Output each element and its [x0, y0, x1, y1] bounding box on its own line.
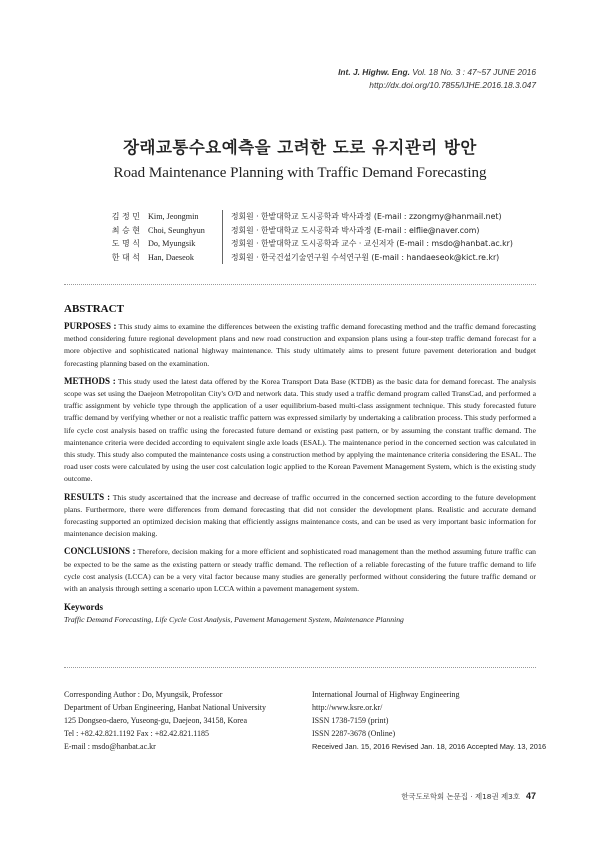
author-affiliation: 정회원 · 한밭대학교 도시공학과 박사과정 (E-mail : elflie@naver.com): [231, 225, 480, 235]
conclusions-label: CONCLUSIONS :: [64, 546, 136, 557]
author-name-ko: 김 정 민: [111, 212, 140, 221]
journal-volume: Vol. 18 No. 3 : 47~57 JUNE 2016: [412, 67, 536, 77]
purposes-paragraph: [64, 320, 536, 370]
corresponding-address: 125 Dongseo-daero, Yuseong-gu, Daejeon, 34158, Korea: [64, 716, 247, 725]
title-english: Road Maintenance Planning with Traffic Demand Forecasting: [113, 165, 487, 181]
author-row: [78, 237, 548, 251]
methods-label: METHODS :: [64, 375, 116, 386]
footer-journal: 한국도로학회 논문집 · 제18권 제3호: [401, 792, 520, 801]
corresponding-department: Department of Urban Engineering, Hanbat National University: [64, 703, 266, 712]
methods-text: This study used the latest data offered by the Korea Transport Data Base (KTDB) as the basic data for demand forecast. The analysis scope was set using the Daejeon Metropolitan City's O/D and network data. This study used a traffic demand program called TransCad, and performed a traffic assignment by vehicle type through the application of a user equilibrium-based multi-class assignment technique. This study forecasted future traffic demand by verifying whether or not a realistic traffic pattern was expressed similarly by undertaking a calibration process. This study performed a life cycle cost analysis based on traffic using the forecasted future demand or existing past pattern, or by assuming the constant traffic demand. The maintenance criteria were decided according to equivalent single axle loads (ESAL). The maintenance period in the concerned section was calculated in this study. This study also computed the maintenance costs using a construction method by applying the maintenance criteria considering the ESAL. The road user costs were calculated by using the user cost calculation logic applied to the Korean Pavement Management System, which is the existing study outcome.: [64, 376, 536, 484]
author-name-en: Choi, Seunghyun: [148, 225, 205, 235]
keywords-text: Traffic Demand Forecasting, Life Cycle Cost Analysis, Pavement Management System, Maintenance Planning: [64, 615, 404, 625]
author-affiliation: 정회원 · 한밭대학교 도시공학과 교수 · 교신저자 (E-mail : msdo@hanbat.ac.kr): [231, 239, 513, 248]
divider-top: [64, 284, 536, 285]
issn-print: ISSN 1738-7159 (print): [312, 716, 389, 725]
purposes-text: This study aims to examine the differences between the existing traffic demand forecasting method and the traffic demand forecasting method considering future regional development plans and new road construction and expansion plans using a four-step traffic demand forecast for a more objective and sophisticated national highway maintenance. This study ultimately aims to present future pavement deterioration and budget forecasting planning based on the examination.: [64, 322, 536, 368]
author-row: [78, 224, 548, 238]
author-row: [78, 210, 548, 224]
doi-link[interactable]: http://dx.doi.org/10.7855/IJHE.2016.18.3.047: [369, 80, 536, 90]
author-divider: [222, 237, 223, 251]
author-divider: [222, 251, 223, 265]
author-name-en: Han, Daeseok: [148, 252, 194, 262]
page-number: 47: [525, 791, 536, 801]
title-korean: 장래교통수요예측을 고려한 도로 유지관리 방안: [123, 138, 477, 157]
abstract-section: [64, 303, 536, 624]
page-footer: [401, 791, 536, 802]
journal-abbrev: Int. J. Highw. Eng.: [338, 67, 410, 77]
results-label: RESULTS :: [64, 491, 111, 502]
journal-name: International Journal of Highway Engineering: [312, 690, 460, 699]
conclusions-text: Therefore, decision making for a more efficient and sophisticated road management than the method assuming future traffic can be expected to be the same as the existing pattern or steady traffic demand. The reflection of a reliable forecasting of the future traffic demand to life cycle cost analysis (LCCA) can be a very vital factor because many studies are generally performed without considering the future traffic demand or with an analysis through setting a scenario upon LCCA within a pavement management system.: [64, 547, 536, 594]
purposes-label: PURPOSES :: [64, 321, 117, 331]
methods-paragraph: [64, 375, 536, 486]
author-affiliation: 정회원 · 한국건설기술연구원 수석연구원 (E-mail : handaeseok@kict.re.kr): [231, 252, 500, 262]
author-list: [78, 210, 548, 264]
journal-info-block: [312, 688, 547, 753]
journal-url[interactable]: http://www.ksre.or.kr/: [312, 703, 383, 712]
corresponding-author-block: [64, 688, 294, 753]
results-paragraph: [64, 491, 536, 541]
author-row: [78, 251, 548, 265]
journal-citation: [338, 66, 536, 79]
issn-online: ISSN 2287-3678 (Online): [312, 729, 396, 738]
conclusions-paragraph: [64, 545, 536, 595]
author-name-en: Do, Myungsik: [148, 239, 196, 248]
author-name-en: Kim, Jeongmin: [148, 212, 199, 221]
author-divider: [222, 224, 223, 238]
received-dates: Received Jan. 15, 2016 Revised Jan. 18, 2016 Accepted May. 13, 2016: [312, 742, 547, 751]
journal-header: [338, 66, 536, 92]
author-name-ko: 한 대 석: [111, 252, 140, 262]
keywords-heading: Keywords: [64, 602, 103, 613]
abstract-heading: ABSTRACT: [64, 303, 124, 315]
author-name-ko: 최 승 현: [111, 225, 140, 235]
corresponding-author: Corresponding Author : Do, Myungsik, Professor: [64, 690, 223, 699]
corresponding-phone: Tel : +82.42.821.1192 Fax : +82.42.821.1185: [64, 729, 209, 738]
author-name-ko: 도 명 식: [111, 239, 140, 248]
author-affiliation: 정회원 · 한밭대학교 도시공학과 박사과정 (E-mail : zzongmy@hanmail.net): [231, 212, 502, 221]
results-text: This study ascertained that the increase and decrease of traffic occurred in the concerned section according to the future development plans. Furthermore, there were differences from demand forecasting that did not consider the development plans. Realistic and accurate demand forecasting supported an optimized decision making that efficiently assigns maintenance costs, and can be used as very important basic information for maintenance decision making.: [64, 492, 536, 539]
corresponding-email: E-mail : msdo@hanbat.ac.kr: [64, 742, 156, 751]
author-divider: [222, 210, 223, 224]
divider-bottom: [64, 667, 536, 668]
